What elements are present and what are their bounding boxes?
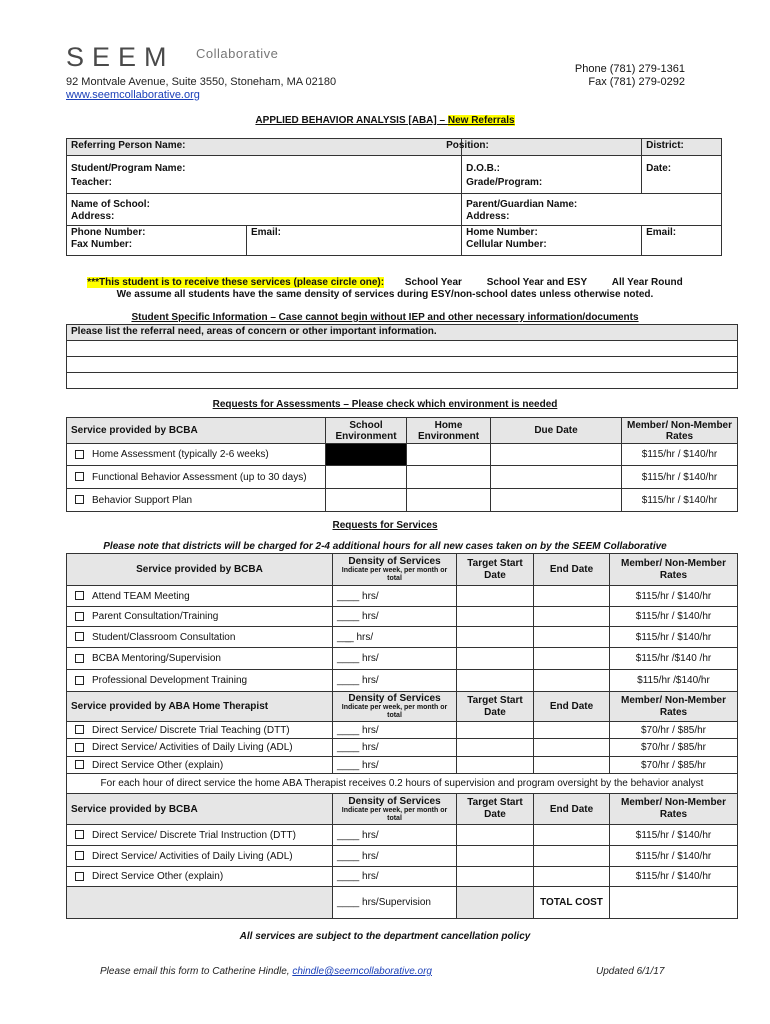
density-input[interactable]: __̲_ hrs/ (333, 627, 457, 648)
density-sub: Indicate per week, per month or total (341, 704, 448, 719)
checkbox[interactable] (75, 676, 84, 685)
fax-number: Fax (781) 279-0292 (588, 76, 685, 88)
density-sub: Indicate per week, per month or total (341, 567, 448, 582)
parent-address-label: Address: (466, 211, 510, 222)
end-date-cell[interactable] (534, 867, 610, 887)
total-cost-value[interactable] (610, 887, 738, 919)
referring-person-field[interactable]: Referring Person Name: (67, 139, 462, 156)
total-blank-cell (67, 887, 333, 919)
density-label: Density of Services (348, 795, 441, 807)
additional-hours-note: Please note that districts will be charged for 2-4 additional hours for all new cases taken on by the SEEM Collaborative (103, 541, 667, 552)
service-rate: $70/hr / $85/hr (610, 722, 738, 739)
service-period-line (0, 277, 770, 288)
student-info-table (66, 324, 738, 389)
district-field[interactable]: District: (642, 139, 722, 156)
footer-email-link[interactable]: chindle@seemcollaborative.org (292, 966, 432, 977)
assess-service-header: Service provided by BCBA (67, 418, 326, 444)
start-header: Target Start Date (457, 554, 534, 586)
assessments-table (66, 417, 738, 512)
service-row[interactable] (67, 607, 333, 627)
checkbox[interactable] (75, 872, 84, 881)
due-date-cell[interactable] (491, 466, 622, 489)
phone-number: Phone (781) 279-1361 (574, 63, 685, 75)
assess-row-bsp[interactable] (67, 489, 326, 512)
checkbox[interactable] (75, 450, 84, 459)
student-info-title: Student Specific Information – Case cannot begin without IEP and other necessary information/documents (131, 312, 639, 323)
service-rate: $115/hr /$140 /hr (610, 648, 738, 670)
assess-label: Home Assessment (typically 2-6 weeks) (92, 449, 269, 460)
service-row[interactable] (67, 670, 333, 692)
end-date-cell[interactable] (534, 648, 610, 670)
title-prefix: APPLIED BEHAVIOR ANALYSIS [ABA] – (255, 115, 448, 126)
assess-rate: $115/hr / $140/hr (622, 444, 738, 466)
service-row[interactable] (67, 825, 333, 846)
referral-line-3[interactable] (67, 373, 738, 389)
home-env-cell[interactable] (407, 466, 491, 489)
density-input[interactable]: ____ hrs/ (333, 757, 457, 774)
assess-home-header: Home Environment (407, 418, 491, 444)
service-label: Direct Service/ Discrete Trial Teaching (DTT) (92, 724, 290, 736)
density-input[interactable]: ____ hrs/ (333, 607, 457, 627)
due-date-cell[interactable] (491, 489, 622, 512)
density-input[interactable]: ____ hrs/ (333, 739, 457, 757)
checkbox[interactable] (75, 472, 84, 481)
service-row[interactable] (67, 867, 333, 887)
form-title (0, 115, 770, 126)
updated-date: Updated 6/1/17 (596, 966, 665, 977)
total-blank-start (457, 887, 534, 919)
end-date-cell[interactable] (534, 825, 610, 846)
service-label: Direct Service Other (explain) (92, 871, 224, 882)
start-header: Target Start Date (457, 794, 534, 825)
date-cell[interactable] (642, 156, 722, 194)
rates-header: Member/ Non-Member Rates (610, 794, 738, 825)
end-date-cell[interactable] (534, 607, 610, 627)
density-input[interactable]: ____ hrs/ (333, 846, 457, 867)
assess-rate: $115/hr / $140/hr (622, 489, 738, 512)
checkbox[interactable] (75, 725, 84, 734)
service-row[interactable] (67, 722, 333, 739)
date-label: Date: (646, 163, 672, 174)
density-input[interactable]: ____ hrs/ (333, 825, 457, 846)
service-rate: $115/hr / $140/hr (610, 607, 738, 627)
student-teacher-cell[interactable] (67, 156, 462, 194)
school-env-cell[interactable] (326, 489, 407, 512)
email2-cell[interactable] (642, 226, 722, 256)
home-number-label: Home Number: (466, 227, 538, 238)
start-date-cell[interactable] (457, 722, 534, 739)
bcba-service-header: Service provided by BCBA (67, 554, 333, 586)
cancellation-policy: All services are subject to the department cancellation policy (239, 931, 531, 942)
assess-label: Functional Behavior Assessment (up to 30 days) (92, 471, 307, 483)
end-date-cell[interactable] (534, 739, 610, 757)
supervision-note: For each hour of direct service the home ABA Therapist receives 0.2 hours of supervision and program oversight by the behavior analyst (67, 774, 738, 794)
checkbox[interactable] (75, 851, 84, 860)
checkbox[interactable] (75, 743, 84, 752)
email2-label: Email: (646, 227, 677, 238)
option-school-year[interactable]: School Year (404, 277, 462, 288)
position-label: Position: (446, 140, 489, 151)
referral-line-2[interactable] (67, 357, 738, 373)
assess-due-header: Due Date (491, 418, 622, 444)
website-link[interactable]: www.seemcollaborative.org (66, 89, 200, 101)
service-label: Parent Consultation/Training (92, 611, 219, 622)
density-sub: Indicate per week, per month or total (341, 806, 448, 822)
service-label: Direct Service/ Activities of Daily Living (ADL) (92, 850, 293, 862)
end-header: End Date (534, 794, 610, 825)
dob-label: D.O.B.: (466, 163, 500, 174)
referral-instruction: Please list the referral need, areas of concern or other important information. (67, 325, 738, 341)
home-env-cell[interactable] (407, 489, 491, 512)
density-header (333, 794, 457, 825)
esy-note: We assume all students have the same density of services during ESY/non-school dates unless otherwise noted. (116, 289, 654, 300)
service-rate: $70/hr / $85/hr (610, 757, 738, 774)
service-rate: $115/hr / $140/hr (610, 825, 738, 846)
end-date-cell[interactable] (534, 670, 610, 692)
density-label: Density of Services (348, 556, 441, 567)
start-date-cell[interactable] (457, 607, 534, 627)
option-all-year[interactable]: All Year Round (611, 277, 683, 288)
service-rate: $70/hr / $85/hr (610, 739, 738, 757)
rates-header: Member/ Non-Member Rates (610, 554, 738, 586)
assess-row-fba[interactable] (67, 466, 326, 489)
title-highlight: New Referrals (447, 115, 515, 126)
referral-line-1[interactable] (67, 341, 738, 357)
dob-grade-cell[interactable] (462, 156, 642, 194)
end-date-cell[interactable] (534, 722, 610, 739)
rates-header: Member/ Non-Member Rates (610, 692, 738, 722)
start-header: Target Start Date (457, 692, 534, 722)
bcba-direct-header: Service provided by BCBA (67, 794, 333, 825)
home-env-cell[interactable] (407, 444, 491, 466)
parent-name-label: Parent/Guardian Name: (466, 199, 578, 210)
referral-info-table (66, 138, 722, 256)
school-cell[interactable] (67, 194, 462, 226)
start-date-cell[interactable] (457, 648, 534, 670)
total-density-input[interactable]: ____ hrs/Supervision (333, 887, 457, 919)
start-date-cell[interactable] (457, 586, 534, 607)
student-program-label: Student/Program Name: (71, 163, 186, 174)
option-school-year-esy[interactable]: School Year and ESY (486, 277, 587, 288)
checkbox[interactable] (75, 591, 84, 600)
service-rate: $115/hr / $140/hr (610, 846, 738, 867)
service-row[interactable] (67, 739, 333, 757)
position-field[interactable] (446, 139, 642, 156)
contact-info (575, 63, 685, 89)
service-rate: $115/hr /$140/hr (610, 670, 738, 692)
density-label: Density of Services (348, 693, 441, 704)
checkbox[interactable] (75, 760, 84, 769)
end-date-cell[interactable] (534, 586, 610, 607)
phone-number-label: Phone Number: (71, 227, 146, 238)
service-row[interactable] (67, 627, 333, 648)
density-input[interactable]: ____ hrs/ (333, 586, 457, 607)
density-header (333, 554, 457, 586)
school-env-blocked (326, 444, 407, 466)
end-date-cell[interactable] (534, 757, 610, 774)
fax-number-label: Fax Number: (71, 239, 133, 250)
assess-school-header: School Environment (326, 418, 407, 444)
checkbox[interactable] (75, 612, 84, 621)
address: 92 Montvale Avenue, Suite 3550, Stoneham, MA 02180 (66, 76, 337, 88)
email-cell[interactable] (247, 226, 462, 256)
density-header (333, 692, 457, 722)
end-date-cell[interactable] (534, 846, 610, 867)
service-row[interactable] (67, 757, 333, 774)
service-label: Attend TEAM Meeting (92, 590, 190, 602)
service-label: BCBA Mentoring/Supervision (92, 653, 221, 664)
start-date-cell[interactable] (457, 825, 534, 846)
total-cost-label: TOTAL COST (534, 887, 610, 919)
density-input[interactable]: ____ hrs/ (333, 648, 457, 670)
service-label: Student/Classroom Consultation (92, 631, 236, 643)
footer-email-line (100, 966, 432, 977)
email-label: Email: (251, 227, 282, 238)
service-label: Direct Service/ Discrete Trial Instruction (DTT) (92, 829, 296, 841)
assess-rates-header: Member/ Non-Member Rates (622, 418, 738, 444)
start-date-cell[interactable] (457, 846, 534, 867)
due-date-cell[interactable] (491, 444, 622, 466)
checkbox[interactable] (75, 654, 84, 663)
end-header: End Date (534, 692, 610, 722)
start-date-cell[interactable] (457, 867, 534, 887)
phone-fax-cell[interactable] (67, 226, 247, 256)
service-period-prompt: ***This student is to receive these services (please circle one): (87, 277, 385, 288)
school-env-cell[interactable] (326, 466, 407, 489)
logo: SEEM (66, 42, 175, 72)
end-header: End Date (534, 554, 610, 586)
density-input[interactable]: ____ hrs/ (333, 722, 457, 739)
therapist-service-header: Service provided by ABA Home Therapist (67, 692, 333, 722)
service-label: Professional Development Training (92, 675, 248, 686)
assess-rate: $115/hr / $140/hr (622, 466, 738, 489)
density-input[interactable]: ____ hrs/ (333, 867, 457, 887)
services-table (66, 553, 738, 919)
assessments-title: Requests for Assessments – Please check which environment is needed (212, 399, 558, 410)
school-address-label: Address: (71, 211, 115, 222)
density-input[interactable]: ____ hrs/ (333, 670, 457, 692)
grade-program-label: Grade/Program: (466, 177, 543, 188)
service-row[interactable] (67, 586, 333, 607)
start-date-cell[interactable] (457, 757, 534, 774)
start-date-cell[interactable] (457, 670, 534, 692)
footer-email-prefix: Please email this form to Catherine Hindle, (100, 966, 293, 977)
logo-subtitle: Collaborative (196, 46, 279, 61)
service-label: Direct Service/ Activities of Daily Living (ADL) (92, 742, 293, 753)
service-label: Direct Service Other (explain) (92, 759, 224, 771)
assess-label: Behavior Support Plan (92, 494, 193, 506)
cellular-number-label: Cellular Number: (466, 239, 547, 250)
services-title: Requests for Services (332, 520, 438, 531)
checkbox[interactable] (75, 495, 84, 504)
service-row[interactable] (67, 648, 333, 670)
service-row[interactable] (67, 846, 333, 867)
checkbox[interactable] (75, 632, 84, 641)
checkbox[interactable] (75, 830, 84, 839)
parent-cell[interactable] (462, 194, 722, 226)
assess-row-home[interactable] (67, 444, 326, 466)
home-cell-numbers[interactable] (462, 226, 642, 256)
teacher-label: Teacher: (71, 177, 112, 188)
start-date-cell[interactable] (457, 627, 534, 648)
service-rate: $115/hr / $140/hr (610, 586, 738, 607)
end-date-cell[interactable] (534, 627, 610, 648)
school-name-label: Name of School: (71, 199, 150, 210)
start-date-cell[interactable] (457, 739, 534, 757)
service-rate: $115/hr / $140/hr (610, 867, 738, 887)
service-rate: $115/hr / $140/hr (610, 627, 738, 648)
